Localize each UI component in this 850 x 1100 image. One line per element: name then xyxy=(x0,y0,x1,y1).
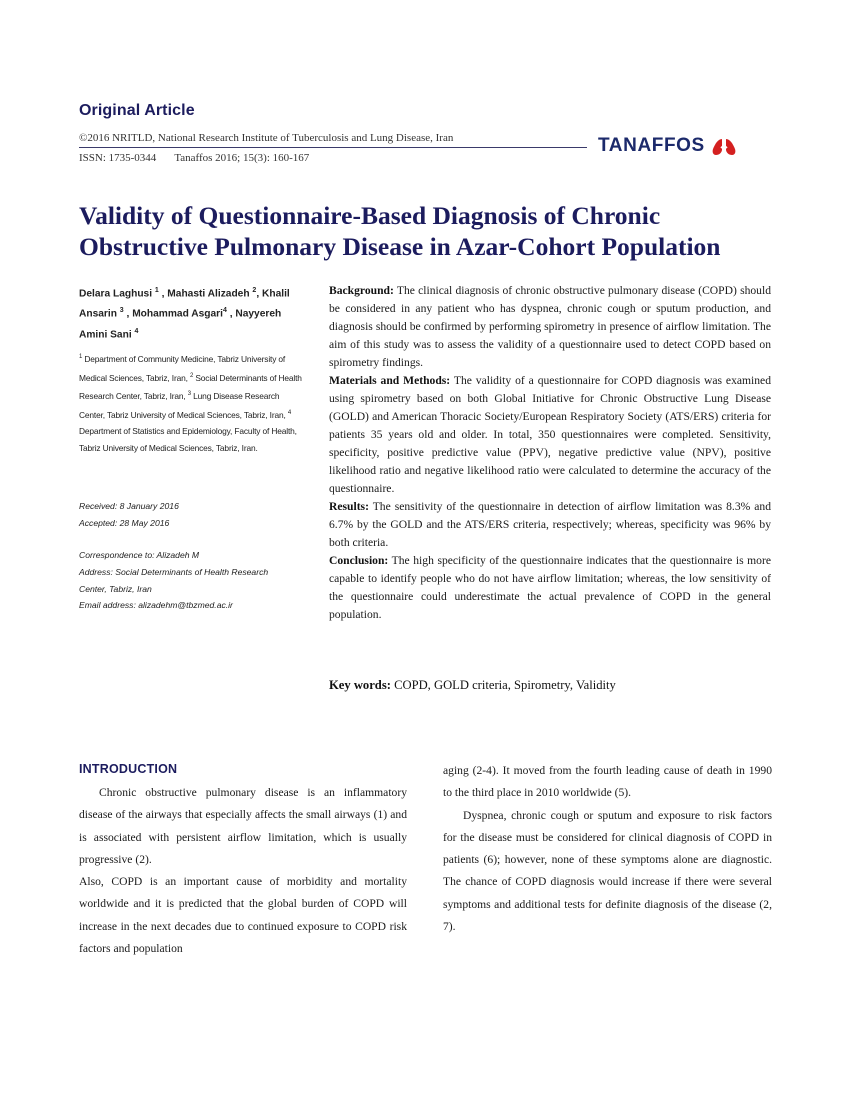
correspondence-to: Correspondence to: Alizadeh M xyxy=(79,550,200,560)
author: Nayyereh Amini Sani xyxy=(79,308,282,341)
dates xyxy=(79,498,304,532)
paragraph: Also, COPD is an important cause of morbidity and mortality worldwide and it is predicted that the global burden of COPD will increase in the next decades due to continued exposure to COPD risk factors and population xyxy=(79,875,407,956)
journal-brand xyxy=(598,135,738,157)
author: Delara Laghusi xyxy=(79,288,153,300)
article-type-label: Original Article xyxy=(79,102,195,119)
issn: ISSN: 1735-0344 xyxy=(79,152,157,164)
affiliation: Department of Statistics and Epidemiology, Faculty of Health, Tabriz University of Medical Sciences, Tabriz, Iran. xyxy=(79,426,297,454)
affiliations: $^1$ Department of Community Medicine, Tabriz University of Medical Sciences, Tabriz, Iran, $^2$ Social Determinants of Health Research Center, Tabriz, Iran, $^3$ Lung Disease Research Center, Tabriz University of Medical Sciences, Tabriz, Iran, $^4$ Department of Statistics and Epidemiology, Faculty of Health, Tabriz University of Medical Sciences, Tabriz, Iran. xyxy=(79,353,302,454)
correspondence-email: Email address: alizadehm@tbzmed.ac.ir xyxy=(79,600,233,611)
author-list: Delara Laghusi $^1$ , Mahasti Alizadeh $^2$, Khalil Ansarin $^3$ , Mohammad Asgari$^4$ , Nayyereh Amini Sani $^4$ xyxy=(79,287,290,341)
copyright-line: ©2016 NRITLD, National Research Institute of Tuberculosis and Lung Disease, Iran xyxy=(79,132,454,144)
brand-name: TANAFFOS xyxy=(598,135,705,156)
accepted-date: Accepted: 28 May 2016 xyxy=(79,517,170,528)
keywords-label: Key words: xyxy=(329,678,391,692)
abstract-results: Results: The sensitivity of the questionnaire in detection of airflow limitation was 8.3% and 6.7% by the GOLD and the ATS/ERS criteria, respectively; whereas, specificity was 96% by both criteria. xyxy=(329,500,771,549)
keywords-text: COPD, GOLD criteria, Spirometry, Validity xyxy=(394,678,616,692)
paragraph: aging (2-4). It moved from the fourth leading cause of death in 1990 to the third place in 2010 worldwide (5). xyxy=(443,764,772,800)
author: Mahasti Alizadeh xyxy=(167,288,250,300)
abstract-conclusion: Conclusion: The high specificity of the questionnaire indicates that the questionnaire is more capable to identify people who do not have airflow limitation; whereas, the low sensitivity of the questionnaire could underestimate the actual prevalence of COPD in the general population. xyxy=(329,554,771,621)
lungs-icon xyxy=(710,136,738,156)
title-line-1: Validity of Questionnaire-Based Diagnosis of Chronic xyxy=(79,201,661,230)
intro-column-left xyxy=(79,782,407,960)
affiliation: Lung Disease Research Center, Tabriz University of Medical Sciences, Tabriz, Iran, xyxy=(79,390,286,420)
intro-column-right xyxy=(443,760,772,938)
correspondence-address-cont: Center, Tabriz, Iran xyxy=(79,583,152,594)
abstract-methods: Materials and Methods: The validity of a questionnaire for COPD diagnosis was examined using spirometry based on both Global Initiative for Chronic Obstructive Lung Disease (GOLD) and American Thoracic Society/European Respiratory Society (ATS/ERS) criteria for patients 35 years old and older. In total, 350 questionnaires were completed. Sensitivity, specificity, positive predictive value (PPV), negative predictive value (NPV), positive likelihood ratio and negative likelihood ratio were calculated to determine the accuracy of the questionnaire. xyxy=(329,374,771,495)
paragraph: Chronic obstructive pulmonary disease is an inflammatory disease of the airways that especially affects the small airways (1) and is associated with persistent airflow limitation, which is usually progressive (2). xyxy=(79,786,407,866)
journal-citation: Tanaffos 2016; 15(3): 160-167 xyxy=(174,152,310,164)
affiliation: Department of Community Medicine, Tabriz University of Medical Sciences, Tabriz, Iran, xyxy=(79,353,286,383)
correspondence-address: Address: Social Determinants of Health Research xyxy=(79,566,269,577)
paragraph: Dyspnea, chronic cough or sputum and exposure to risk factors for the disease must be considered for clinical diagnosis of COPD in patients (6); however, none of these symptoms alone are diagnostic. The chance of COPD diagnosis would increase if there were several symptoms and additional tests for definite diagnosis of the disease (2, 7). xyxy=(443,808,772,934)
section-heading-introduction: INTRODUCTION xyxy=(79,762,178,776)
keywords xyxy=(329,678,616,693)
author: Khalil Ansarin xyxy=(79,288,290,320)
affiliation: Social Determinants of Health Research Center, Tabriz, Iran, xyxy=(79,372,302,401)
title-line-2: Obstructive Pulmonary Disease in Azar-Cohort Population xyxy=(79,232,721,261)
correspondence xyxy=(79,547,304,614)
author: Mohammad Asgari xyxy=(132,308,223,320)
abstract-background: Background: The clinical diagnosis of chronic obstructive pulmonary disease (COPD) should be considered in any patient who has dyspnea, chronic cough or sputum production, and diagnosis should be confirmed by performing spirometry in presence of airflow limitation. The aim of this study was to assess the validity of a questionnaire used to detect COPD based on spirometry findings. xyxy=(329,284,771,369)
issn-line xyxy=(79,152,327,164)
abstract xyxy=(329,282,771,624)
article-title xyxy=(79,200,779,262)
header-divider xyxy=(79,147,587,148)
received-date: Received: 8 January 2016 xyxy=(79,501,179,511)
